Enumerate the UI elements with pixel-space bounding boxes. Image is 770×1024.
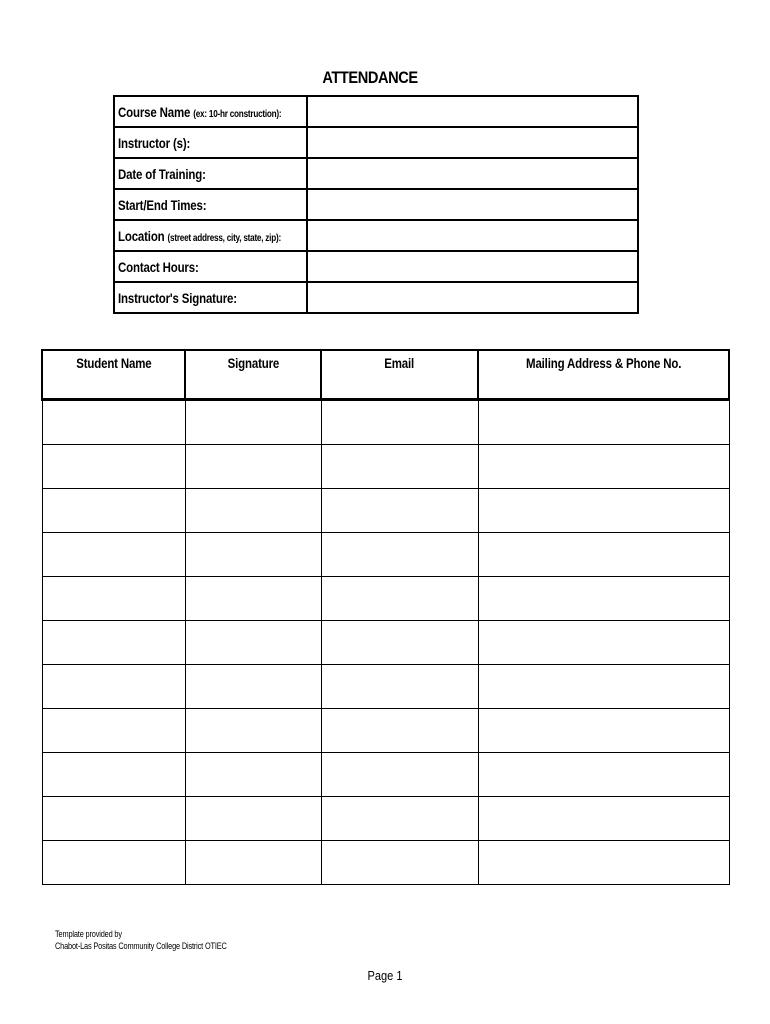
roster-cell-signature[interactable] (185, 489, 321, 533)
date-of-training-label (114, 158, 307, 189)
roster-cell-signature[interactable] (185, 621, 321, 665)
info-row-times (114, 189, 638, 220)
instructor-signature-label (114, 282, 307, 313)
roster-cell-student-name[interactable] (42, 753, 185, 797)
roster-cell-email[interactable] (321, 489, 478, 533)
roster-row (42, 489, 729, 533)
roster-cell-mailing-address[interactable] (478, 445, 729, 489)
roster-row (42, 577, 729, 621)
info-row-signature (114, 282, 638, 313)
header-email (321, 350, 478, 400)
roster-cell-email[interactable] (321, 445, 478, 489)
header-student-name-text: Student Name (75, 355, 152, 371)
roster-cell-signature[interactable] (185, 797, 321, 841)
roster-cell-mailing-address[interactable] (478, 709, 729, 753)
instructor-label (114, 127, 307, 158)
roster-cell-student-name[interactable] (42, 797, 185, 841)
roster-cell-student-name[interactable] (42, 665, 185, 709)
roster-row (42, 533, 729, 577)
roster-body (42, 400, 729, 885)
roster-cell-student-name[interactable] (42, 841, 185, 885)
roster-cell-student-name[interactable] (42, 533, 185, 577)
roster-cell-student-name[interactable] (42, 577, 185, 621)
contact-hours-label-text: Contact Hours: (118, 258, 199, 275)
date-of-training-label-text: Date of Training: (118, 165, 206, 182)
roster-row (42, 797, 729, 841)
instructor-signature-field[interactable] (307, 282, 638, 313)
roster-cell-mailing-address[interactable] (478, 797, 729, 841)
location-label (114, 220, 307, 251)
location-label-text: Location (118, 227, 165, 244)
roster-cell-mailing-address[interactable] (478, 665, 729, 709)
roster-cell-email[interactable] (321, 797, 478, 841)
roster-row (42, 445, 729, 489)
start-end-times-field[interactable] (307, 189, 638, 220)
roster-cell-student-name[interactable] (42, 621, 185, 665)
roster-cell-email[interactable] (321, 400, 478, 445)
info-row-date (114, 158, 638, 189)
roster-cell-mailing-address[interactable] (478, 753, 729, 797)
roster-cell-email[interactable] (321, 533, 478, 577)
roster-cell-mailing-address[interactable] (478, 489, 729, 533)
header-signature (185, 350, 321, 400)
roster-row (42, 621, 729, 665)
course-name-field[interactable] (307, 96, 638, 127)
location-hint: (street address, city, state, zip): (167, 232, 281, 244)
roster-cell-email[interactable] (321, 841, 478, 885)
course-name-label-text: Course Name (118, 103, 191, 120)
course-name-label (114, 96, 307, 127)
roster-cell-student-name[interactable] (42, 445, 185, 489)
roster-cell-email[interactable] (321, 621, 478, 665)
info-row-course-name (114, 96, 638, 127)
roster-cell-email[interactable] (321, 753, 478, 797)
instructor-signature-label-text: Instructor's Signature: (118, 289, 237, 306)
location-field[interactable] (307, 220, 638, 251)
roster-cell-signature[interactable] (185, 533, 321, 577)
info-row-contact-hours (114, 251, 638, 282)
roster-cell-student-name[interactable] (42, 489, 185, 533)
header-email-text: Email (384, 355, 415, 371)
template-credit-line-2: Chabot-Las Positas Community College District OTIEC (55, 941, 227, 951)
info-row-location (114, 220, 638, 251)
roster-cell-mailing-address[interactable] (478, 400, 729, 445)
roster-cell-mailing-address[interactable] (478, 621, 729, 665)
roster-cell-signature[interactable] (185, 577, 321, 621)
roster-cell-signature[interactable] (185, 841, 321, 885)
header-student-name (42, 350, 185, 400)
roster-cell-student-name[interactable] (42, 400, 185, 445)
roster-row (42, 709, 729, 753)
roster-cell-signature[interactable] (185, 445, 321, 489)
template-credit-line-1: Template provided by (55, 929, 122, 939)
template-credit (55, 928, 227, 952)
roster-cell-email[interactable] (321, 665, 478, 709)
page-number: Page 1 (367, 968, 403, 983)
roster-cell-mailing-address[interactable] (478, 841, 729, 885)
instructor-field[interactable] (307, 127, 638, 158)
roster-row (42, 400, 729, 445)
roster-cell-signature[interactable] (185, 753, 321, 797)
header-signature-text: Signature (227, 355, 279, 371)
roster-cell-signature[interactable] (185, 400, 321, 445)
page-title: ATTENDANCE (322, 68, 418, 87)
roster-header-row (42, 350, 729, 400)
roster-cell-signature[interactable] (185, 665, 321, 709)
roster-cell-student-name[interactable] (42, 709, 185, 753)
course-name-hint: (ex: 10-hr construction): (193, 108, 282, 120)
start-end-times-label-text: Start/End Times: (118, 196, 207, 213)
roster-cell-email[interactable] (321, 577, 478, 621)
attendance-roster-table (41, 349, 730, 885)
roster-cell-mailing-address[interactable] (478, 577, 729, 621)
roster-cell-email[interactable] (321, 709, 478, 753)
instructor-label-text: Instructor (s): (118, 134, 191, 151)
contact-hours-label (114, 251, 307, 282)
info-row-instructor (114, 127, 638, 158)
roster-cell-mailing-address[interactable] (478, 533, 729, 577)
date-of-training-field[interactable] (307, 158, 638, 189)
roster-cell-signature[interactable] (185, 709, 321, 753)
contact-hours-field[interactable] (307, 251, 638, 282)
start-end-times-label (114, 189, 307, 220)
roster-row (42, 753, 729, 797)
header-mailing-address-text: Mailing Address & Phone No. (525, 355, 682, 371)
roster-row (42, 665, 729, 709)
course-info-table (113, 95, 639, 314)
header-mailing-address (478, 350, 729, 400)
roster-row (42, 841, 729, 885)
